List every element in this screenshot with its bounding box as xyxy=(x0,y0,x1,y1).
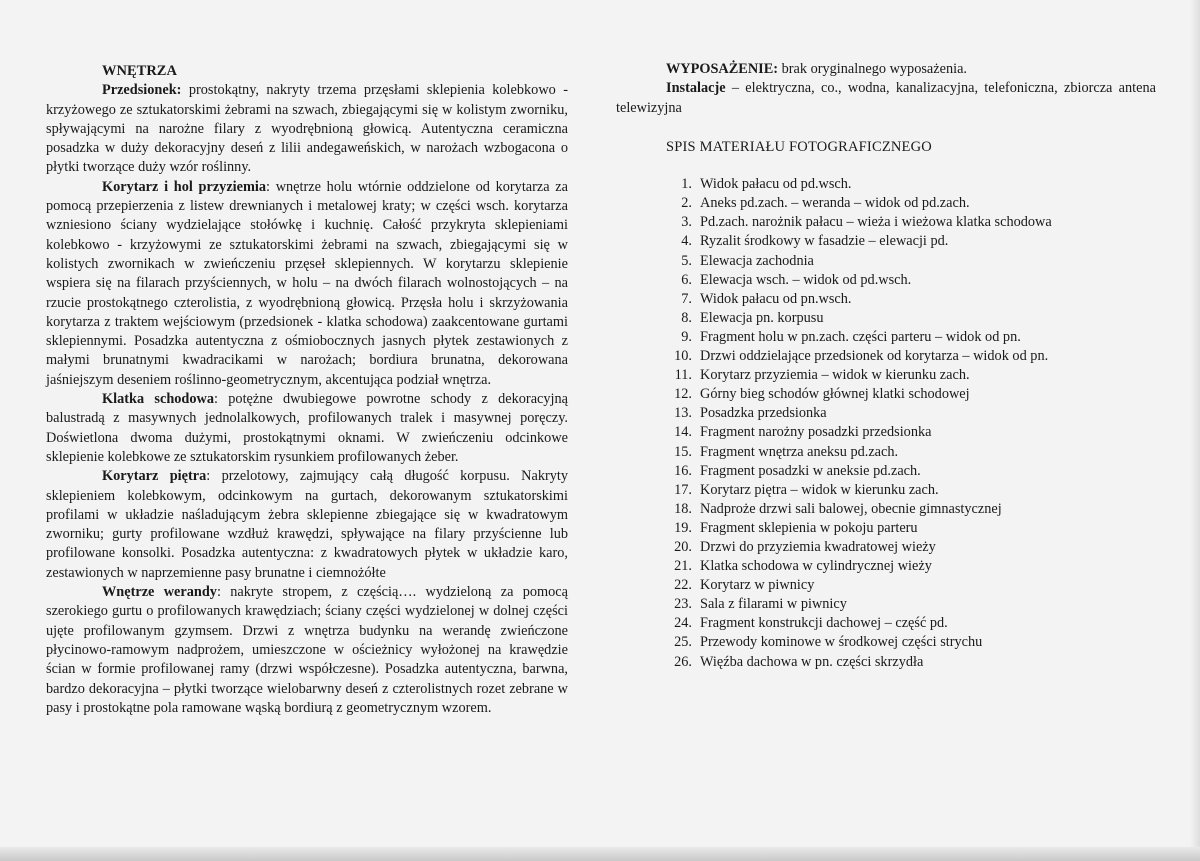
list-item-number: 3. xyxy=(681,214,692,231)
list-item-number: 18. xyxy=(674,500,692,517)
instalacje-text: – elektryczna, co., wodna, kanalizacyjna, telefoniczna, zbiorcza antena telewizyjna xyxy=(616,80,1156,116)
list-item-number: 21. xyxy=(674,558,692,575)
list-item-text: Widok pałacu od pn.wsch. xyxy=(700,290,852,307)
list-item-text: Nadproże drzwi sali balowej, obecnie gimnastycznej xyxy=(700,500,1002,517)
spis-title: SPIS MATERIAŁU FOTOGRAFICZNEGO xyxy=(666,138,932,155)
paragraph-klatka-schodowa xyxy=(46,390,568,467)
list-item-text: Przewody kominowe w środkowej części strychu xyxy=(700,634,983,651)
list-item-number: 25. xyxy=(674,634,692,651)
list-item xyxy=(662,576,1156,595)
list-item xyxy=(662,633,1156,652)
list-item-number: 11. xyxy=(674,367,692,384)
list-item-text: Fragment sklepienia w pokoju parteru xyxy=(700,519,918,536)
paragraph-label: Wnętrze werandy xyxy=(102,584,217,601)
list-item-number: 24. xyxy=(674,615,692,632)
list-item-number: 16. xyxy=(674,462,692,479)
list-item-number: 2. xyxy=(681,195,692,212)
list-item xyxy=(662,423,1156,442)
list-item-text: Drzwi oddzielające przedsionek od korytarza – widok od pn. xyxy=(700,348,1049,365)
paragraph-text: : przelotowy, zajmujący całą długość korpusu. Nakryty sklepieniem kolebkowym, odcinkowym na gurtach, dekorowanym sztukatorskimi profilami w układzie naśladującym żebra sklepienne zbiegające się w kwadratowym zworniku; gurty profilowane wzdłuż krawędzi, spływające na filary przyścienne lub profilowane konsolki. Posadzka autentyczna: z kwadratowych płytek w układzie karo, zestawionych w naprzemienne pasy brunatne i ciemnożółte xyxy=(46,468,568,581)
paragraph-przedsionek xyxy=(46,81,568,177)
list-item-text: Fragment konstrukcji dachowej – część pd. xyxy=(700,615,948,632)
list-item xyxy=(662,404,1156,423)
paragraph-label: Korytarz piętra xyxy=(102,468,207,485)
list-item-number: 9. xyxy=(681,328,692,345)
list-item xyxy=(662,194,1156,213)
list-item-text: Fragment holu w pn.zach. części parteru – widok od pn. xyxy=(700,328,1021,345)
list-item xyxy=(662,557,1156,576)
paragraph-text: : wnętrze holu wtórnie oddzielone od korytarza za pomocą przepierzenia z listew drewnianych i metalowej kraty; w części wsch. korytarza wzniesiono ściany wydzielające stołówkę i kuchnię. Całość przykryta sklepieniami kolebkowo - krzyżowymi ze sztukatorskimi żebrami na szwach, zbiegającymi się w kolistych zwornikach w zwieńczeniu przęseł sklepiennych. W korytarzu sklepienie wspiera się na filarach przyściennych, w holu – na dwóch filarach wolnostojących – na rzucie prostokątnego czterolistia, z wyodrębnioną głowicą. Przęsła holu i skrzyżowania korytarza z traktem wejściowym (przedsionek - klatka schodowa) zaakcentowane gurtami sklepiennymi. Posadzka autentyczna z ośmiobocznych jasnych płytek zestawionych z małymi brunatnymi kwadracikami w narożach; bordiura brunatna, dekorowana jaśniejszym deseniem roślinno-geometrycznym, akcentująca podział wnętrza. xyxy=(46,178,568,388)
list-item-text: Elewacja wsch. – widok od pd.wsch. xyxy=(700,271,912,288)
list-item xyxy=(662,443,1156,462)
list-item-number: 5. xyxy=(681,252,692,269)
paragraph-korytarz-hol xyxy=(46,178,568,390)
instalacje-label: Instalacje xyxy=(666,80,726,97)
paragraph-text: prostokątny, nakryty trzema przęsłami sklepienia kolebkowo - krzyżowego ze sztukatorskimi żebrami na szwach, zbiegającymi się w kolistym zworniku, spływającymi na narożne filary z wyodrębnioną głowicą. Autentyczna ceramiczna posadzka w duży dekoracyjny deseń z lilii andegaweńskich, w narożach wzbogacona o płytki tworzące duży wzór roślinny. xyxy=(46,82,568,176)
list-item-text: Fragment wnętrza aneksu pd.zach. xyxy=(700,443,899,460)
list-item-text: Elewacja zachodnia xyxy=(700,252,814,269)
list-item-text: Pd.zach. narożnik pałacu – wieża i wieżowa klatka schodowa xyxy=(700,214,1052,231)
list-item-text: Fragment narożny posadzki przedsionka xyxy=(700,424,932,441)
section-title-wnetrza: WNĘTRZA xyxy=(102,63,177,79)
list-item-text: Górny bieg schodów głównej klatki schodowej xyxy=(700,386,970,403)
list-item-number: 10. xyxy=(674,348,692,365)
paragraph-label: Przedsionek: xyxy=(102,82,182,99)
list-item xyxy=(662,347,1156,366)
list-item-text: Aneks pd.zach. – weranda – widok od pd.zach. xyxy=(700,195,970,212)
list-item-number: 26. xyxy=(674,653,692,670)
list-item-text: Sala z filarami w piwnicy xyxy=(700,596,847,613)
list-item xyxy=(662,481,1156,500)
paragraph-text: : potężne dwubiegowe powrotne schody z dekoracyjną balustradą z masywnych jednolalkowych, profilowanych tralek i masywnej poręczy. Doświetlona dwoma dużymi, prostokątnymi oknami. W zwieńczeniu odcinkowe sklepienie kolebkowe ze sztukatorskim rysunkiem profilowanych żeber. xyxy=(46,391,568,465)
list-item-number: 23. xyxy=(674,596,692,613)
list-item xyxy=(662,462,1156,481)
list-item-number: 19. xyxy=(674,519,692,536)
list-item-number: 4. xyxy=(681,233,692,250)
list-item-text: Ryzalit środkowy w fasadzie – elewacji pd. xyxy=(700,233,949,250)
list-item-text: Fragment posadzki w aneksie pd.zach. xyxy=(700,462,921,479)
paragraph-korytarz-pietra xyxy=(46,467,568,583)
list-item xyxy=(662,271,1156,290)
list-item-number: 8. xyxy=(681,309,692,326)
list-item-number: 1. xyxy=(681,176,692,193)
wyposazenie-line xyxy=(616,60,1156,79)
paragraph-label: Klatka schodowa xyxy=(102,391,214,408)
list-item xyxy=(662,252,1156,271)
list-item-text: Widok pałacu od pd.wsch. xyxy=(700,176,852,193)
list-item-text: Elewacja pn. korpusu xyxy=(700,309,824,326)
list-item-number: 12. xyxy=(674,386,692,403)
list-item xyxy=(662,175,1156,194)
list-item xyxy=(662,366,1156,385)
list-item xyxy=(662,232,1156,251)
photo-list xyxy=(616,175,1156,671)
list-item xyxy=(662,309,1156,328)
list-item xyxy=(662,500,1156,519)
list-item-text: Korytarz w piwnicy xyxy=(700,577,815,594)
left-column xyxy=(46,62,568,718)
list-item-number: 13. xyxy=(674,405,692,422)
list-item-number: 22. xyxy=(674,577,692,594)
list-item-number: 17. xyxy=(674,481,692,498)
list-item xyxy=(662,538,1156,557)
list-item-text: Korytarz piętra – widok w kierunku zach. xyxy=(700,481,939,498)
instalacje-line xyxy=(616,79,1156,118)
list-item-text: Klatka schodowa w cylindrycznej wieży xyxy=(700,558,932,575)
list-item-number: 7. xyxy=(681,290,692,307)
list-item xyxy=(662,385,1156,404)
list-item-text: Drzwi do przyziemia kwadratowej wieży xyxy=(700,538,936,555)
list-item-number: 20. xyxy=(674,538,692,555)
list-item xyxy=(662,653,1156,672)
list-item-text: Więźba dachowa w pn. części skrzydła xyxy=(700,653,924,670)
list-item xyxy=(662,290,1156,309)
list-item-text: Posadzka przedsionka xyxy=(700,405,827,422)
list-item-number: 15. xyxy=(674,443,692,460)
paragraph-wnetrze-werandy xyxy=(46,583,568,718)
list-item-text: Korytarz przyziemia – widok w kierunku zach. xyxy=(700,367,970,384)
wyposazenie-label: WYPOSAŻENIE: xyxy=(666,61,779,77)
list-item-number: 6. xyxy=(681,271,692,288)
paragraph-text: : nakryte stropem, z częścią…. wydzieloną za pomocą szerokiego gurtu o profilowanych krawędziach; ściany części wydzielonej w dolnej części ujęte profilowanym gzymsem. Drzwi z wnętrza budynku na werandę zwieńczone płycinowo-ramowym nadprożem, umieszczone w ościeżnicy wyłożonej na krawędzie ścian w formie profilowanej ramy (drzwi współczesne). Posadzka autentyczna, barwna, bardzo dekoracyjna – płytki tworzące wielobarwny deseń z czterolistnych rozet zebrane w pasy i prostokątne pola ramowane wąską bordiurą z geometrycznym wzorem. xyxy=(46,584,568,716)
right-column xyxy=(616,60,1156,672)
wyposazenie-text: brak oryginalnego wyposażenia. xyxy=(778,61,967,77)
list-item xyxy=(662,595,1156,614)
paragraph-label: Korytarz i hol przyziemia xyxy=(102,178,267,195)
list-item xyxy=(662,519,1156,538)
list-item xyxy=(662,213,1156,232)
list-item xyxy=(662,614,1156,633)
list-item-number: 14. xyxy=(674,424,692,441)
list-item xyxy=(662,328,1156,347)
